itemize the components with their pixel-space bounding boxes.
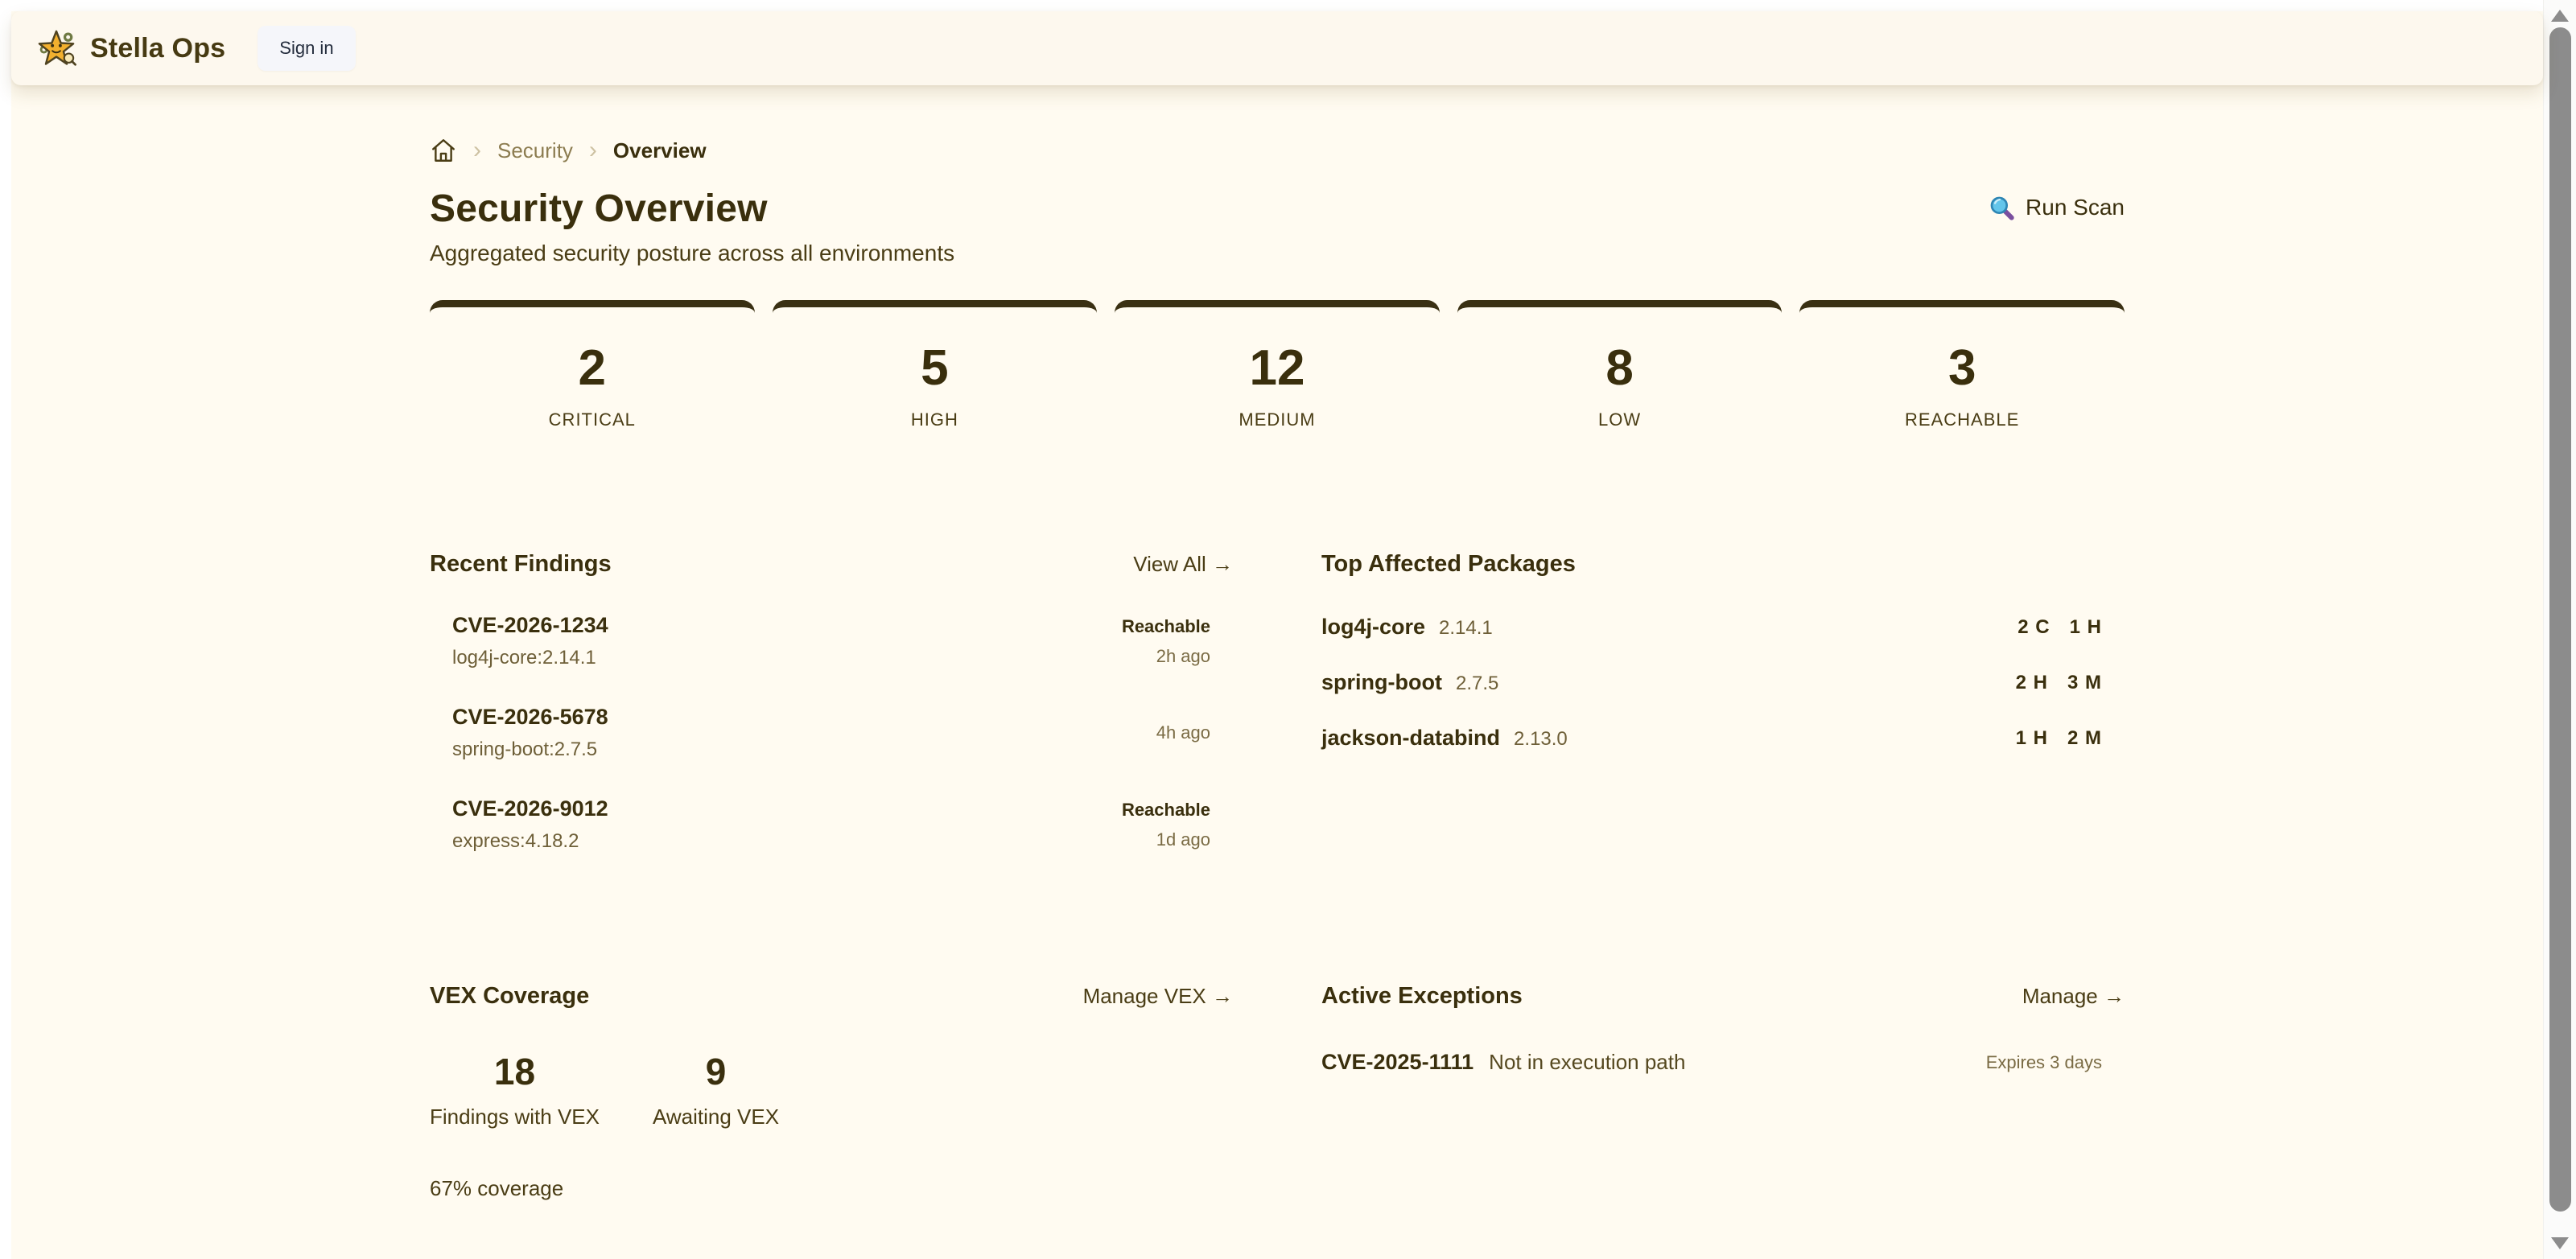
finding-main [452,705,608,761]
vex-stats [430,1050,1233,1129]
run-scan-label: Run Scan [2026,195,2125,220]
severity-count: 2 C [2018,615,2050,638]
stat-value: 3 [1947,340,1976,396]
page-title: Security Overview [430,187,768,230]
scrollbar-down-arrow-icon[interactable] [2551,1237,2569,1249]
section-title: Recent Findings [430,551,612,577]
finding-main [452,613,608,669]
manage-vex-link[interactable]: Manage VEX → [1082,984,1233,1008]
scrollbar-up-arrow-icon[interactable] [2551,10,2569,22]
vex-stat-with [430,1050,600,1129]
breadcrumb [430,137,2125,164]
reachable-badge: Reachable [1121,799,1210,820]
page-subtitle: Aggregated security posture across all environments [430,241,955,265]
stat-value: 2 [578,340,607,396]
package-version: 2.7.5 [1455,673,1499,694]
app-shell [11,11,2543,1259]
package-counts [2016,672,2102,694]
exceptions-header [1321,983,2125,1010]
severity-count: 3 M [2067,671,2102,693]
reachable-badge: Reachable [1121,615,1210,636]
finding-cve: CVE-2026-5678 [452,705,608,729]
top-packages-section [1321,551,2125,888]
package-name: spring-boot [1321,670,1442,694]
finding-time: 4h ago [1156,722,1210,743]
title-block [430,187,954,266]
exception-expires: Expires 3 days [1985,1051,2102,1072]
vex-coverage-text: 67% coverage [430,1176,564,1200]
stat-label: HIGH [910,409,958,430]
exception-main [1321,1050,1685,1075]
finding-meta [1122,613,1210,669]
exception-cve: CVE-2025-1111 [1321,1050,1474,1074]
packages-list [1321,615,2125,751]
run-scan-button[interactable] [1989,195,2125,220]
stat-label: CRITICAL [548,409,636,430]
finding-row[interactable] [430,705,1233,761]
vex-stat-awaiting [653,1050,779,1129]
package-counts [2016,727,2102,750]
stat-label: REACHABLE [1905,409,2020,430]
stat-card-medium[interactable] [1115,300,1440,469]
home-icon[interactable] [430,137,457,164]
stat-value: 5 [921,340,949,396]
main-content [430,85,2125,1201]
package-name: jackson-databind [1321,726,1501,750]
severity-count: 1 H [2015,726,2048,749]
package-main [1321,670,1498,695]
finding-row[interactable] [430,796,1233,853]
stat-label: LOW [1598,409,1642,430]
exception-row[interactable] [1321,1050,2125,1075]
breadcrumb-separator: › [473,137,481,163]
dashboard-grid [430,551,2125,1201]
stat-card-high[interactable] [773,300,1098,469]
package-name: log4j-core [1321,615,1426,639]
exception-reason: Not in execution path [1489,1050,1686,1074]
vex-coverage-section [430,983,1233,1201]
vex-label: Awaiting VEX [652,1105,780,1129]
finding-meta [1122,796,1210,853]
breadcrumb-current: Overview [612,138,707,163]
package-counts [2018,616,2102,639]
package-row[interactable] [1321,726,2125,751]
breadcrumb-security[interactable]: Security [497,138,573,163]
sign-in-button[interactable]: Sign in [258,26,355,71]
recent-findings-section [430,551,1233,888]
finding-time: 1d ago [1156,829,1210,850]
package-version: 2.14.1 [1439,617,1493,639]
active-exceptions-section [1321,983,2125,1201]
logo [35,27,225,69]
top-header [11,11,2543,85]
view-all-link[interactable]: View All → [1133,552,1233,576]
finding-package: express:4.18.2 [452,830,579,852]
stat-value: 8 [1605,340,1634,396]
stat-card-critical[interactable] [430,300,755,469]
severity-count: 2 H [2015,671,2048,693]
package-main [1321,615,1493,640]
finding-package: log4j-core:2.14.1 [452,647,596,669]
vex-value: 18 [493,1051,536,1092]
vex-value: 9 [705,1051,727,1092]
severity-stats [430,300,2125,469]
section-title: Active Exceptions [1321,983,1523,1009]
recent-findings-header [430,551,1233,578]
vertical-scrollbar[interactable] [2543,0,2576,1259]
breadcrumb-separator: › [588,137,597,163]
title-row [430,187,2125,266]
app-title: Stella Ops [90,32,226,64]
stat-value: 12 [1249,340,1305,396]
stella-star-logo-icon [35,27,77,69]
severity-count: 1 H [2069,615,2102,638]
vex-header [430,983,1233,1010]
finding-cve: CVE-2026-1234 [452,613,608,637]
stat-card-low[interactable] [1457,300,1783,469]
top-packages-header [1321,551,2125,578]
stat-label: MEDIUM [1239,409,1316,430]
package-main [1321,726,1568,751]
scrollbar-thumb[interactable] [2549,27,2571,1212]
finding-meta [1156,705,1210,761]
section-title: VEX Coverage [430,983,590,1009]
finding-cve: CVE-2026-9012 [452,796,608,821]
finding-package: spring-boot:2.7.5 [452,739,598,760]
stat-card-reachable[interactable] [1799,300,2125,469]
package-row[interactable] [1321,670,2125,695]
severity-count: 2 M [2067,726,2102,749]
finding-row[interactable] [430,613,1233,669]
vex-label: Findings with VEX [430,1105,600,1129]
findings-list [430,613,1233,853]
finding-time: 2h ago [1156,645,1210,666]
package-row[interactable] [1321,615,2125,640]
finding-main [452,796,608,853]
package-version: 2.13.0 [1514,728,1568,750]
section-title: Top Affected Packages [1321,551,1576,577]
manage-exceptions-link[interactable]: Manage → [2022,984,2125,1008]
magnifier-icon [1989,195,2014,220]
